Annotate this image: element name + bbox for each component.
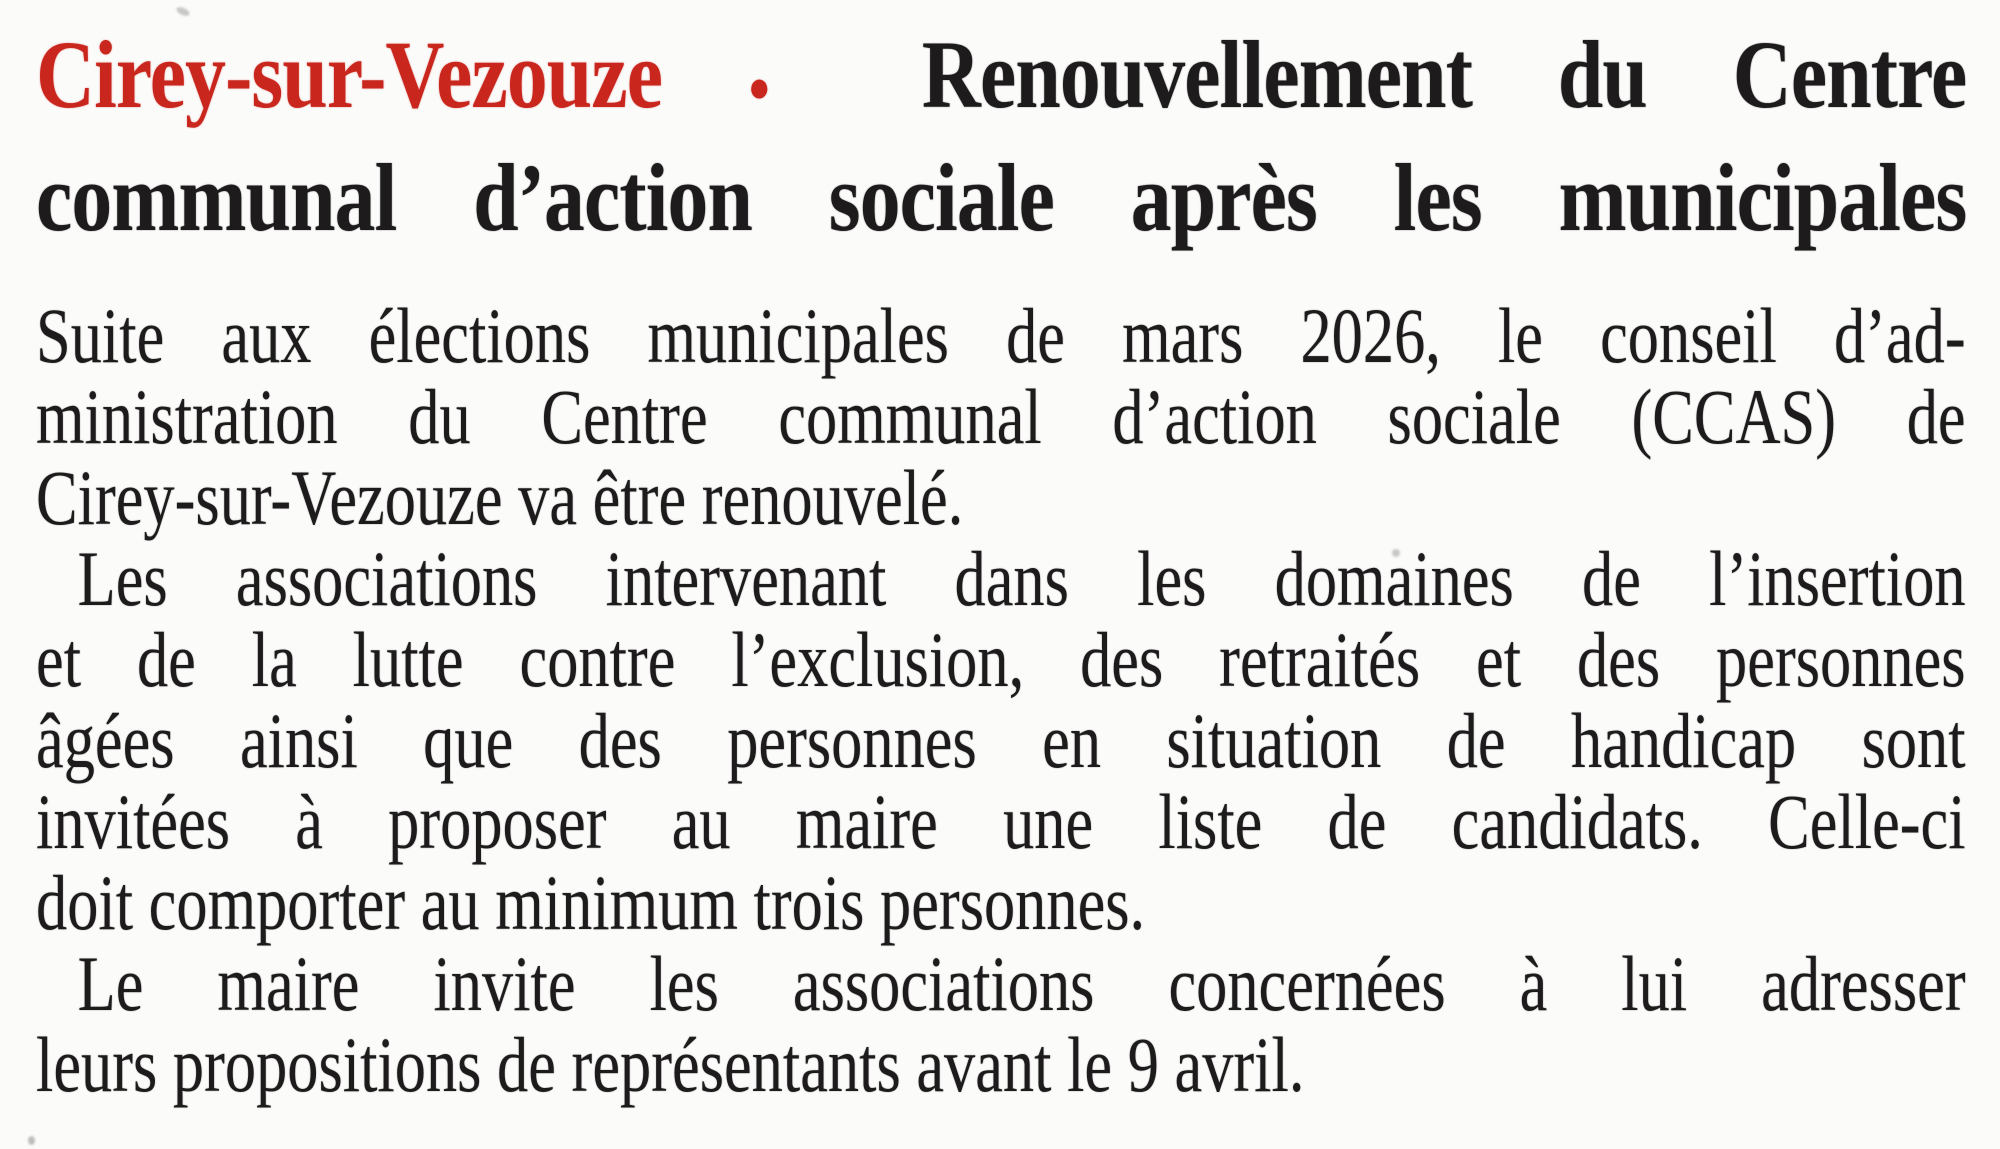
scan-speck [175,5,191,17]
headline-line-1 [36,20,1966,143]
headline-title-part1: Renouvellement du Centre [921,21,1967,128]
body-line: ministration du Centre communal d’action sociale (CCAS) de [36,372,1966,460]
body-line: Cirey-sur-Vezouze va être renouvelé. [36,453,964,541]
body-line: Suite aux élections municipales de mars 2026, le conseil d’ad- [36,291,1966,379]
body-line: leurs propositions de représentants avant le 9 avril. [36,1020,1305,1108]
body-line: âgées ainsi que des personnes en situation de handicap sont [36,696,1966,784]
scan-speck [28,1136,35,1145]
article-body [36,291,1966,1108]
body-paragraph [36,534,1966,946]
article-headline [36,20,1966,253]
red-bullet-icon: ● [747,62,837,112]
body-line: Le maire invite les associations concernées à lui adresser [77,939,1966,1027]
body-line: Les associations intervenant dans les domaines de l’insertion [77,534,1966,622]
body-paragraph [36,939,1966,1108]
body-line: et de la lutte contre l’exclusion, des retraités et des personnes [36,615,1966,703]
headline-location-kicker: Cirey-sur-Vezouze [36,21,663,128]
body-paragraph [36,291,1966,541]
body-line: invitées à proposer au maire une liste de candidats. Celle-ci [36,777,1966,865]
headline-line-2: communal d’action sociale après les municipales [36,143,1967,251]
body-line: doit comporter au minimum trois personnes. [36,858,1146,946]
scan-speck [1392,549,1400,557]
